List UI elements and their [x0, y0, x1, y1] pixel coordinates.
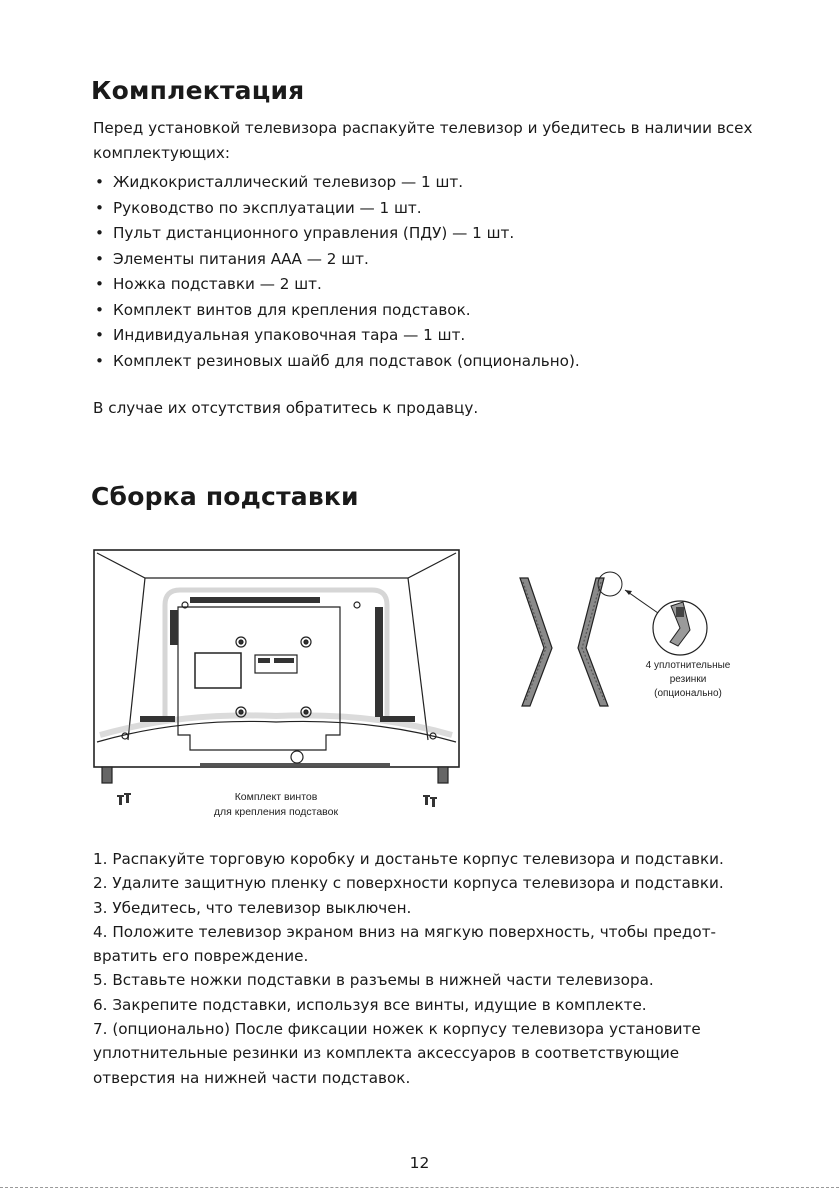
- stand-leg-right: [578, 578, 608, 706]
- kit-note: В случае их отсутствия обратитесь к продавцу.: [93, 399, 479, 417]
- kit-intro: Перед установкой телевизора распакуйте телевизор и убедитесь в наличии всех комплектующих:: [93, 119, 753, 162]
- gaskets-label-line3: (опционально): [654, 688, 722, 699]
- list-item: • Ножка подставки — 2 шт.: [93, 272, 580, 298]
- list-item: • Индивидуальная упаковочная тара — 1 шт.: [93, 323, 580, 349]
- section-title-kit: Комплектация: [91, 76, 305, 105]
- step-item: 7. (опционально) После фиксации ножек к корпусу телевизора установите уплотнительные резинки из комплекта аксессуаров в соответствующие отверстия на нижней части подставок.: [93, 1020, 701, 1087]
- screws-label-line2: для крепления подставок: [213, 806, 339, 818]
- list-item: • Комплект резиновых шайб для подставок (опционально).: [93, 349, 580, 375]
- page-number: 12: [409, 1154, 430, 1172]
- list-item: • Комплект винтов для крепления подставок.: [93, 298, 580, 324]
- gasket-detail-icon: [653, 601, 707, 655]
- stand-leg-left: [520, 578, 552, 706]
- gaskets-label-line1: 4 уплотнительные: [645, 660, 731, 671]
- list-item: • Руководство по эксплуатации — 1 шт.: [93, 196, 580, 222]
- step-item: 4. Положите телевизор экраном вниз на мягкую поверхность, чтобы предот-вратить его повреждение.: [93, 922, 717, 966]
- list-item: • Жидкокристаллический телевизор — 1 шт.: [93, 170, 580, 196]
- step-item: 6. Закрепите подставки, используя все винты, идущие в комплекте.: [93, 995, 647, 1014]
- tv-back-illustration: [94, 550, 459, 783]
- screws-label-line1: Комплект винтов: [234, 791, 318, 803]
- step-item: 5. Вставьте ножки подставки в разъемы в нижней части телевизора.: [93, 971, 654, 990]
- page-bottom-divider: [0, 1187, 839, 1188]
- step-item: 1. Распакуйте торговую коробку и достаньте корпус телевизора и подставки.: [93, 850, 724, 868]
- step-item: 2. Удалите защитную пленку с поверхности корпуса телевизора и подставки.: [93, 874, 724, 893]
- list-item: • Пульт дистанционного управления (ПДУ) — 1 шт.: [93, 221, 580, 247]
- gaskets-label-line2: резинки: [669, 674, 707, 685]
- section-title-stand: Сборка подставки: [91, 482, 359, 511]
- list-item: • Элементы питания ААА — 2 шт.: [93, 247, 580, 273]
- assembly-steps: [93, 847, 753, 1090]
- step-item: 3. Убедитесь, что телевизор выключен.: [93, 898, 412, 917]
